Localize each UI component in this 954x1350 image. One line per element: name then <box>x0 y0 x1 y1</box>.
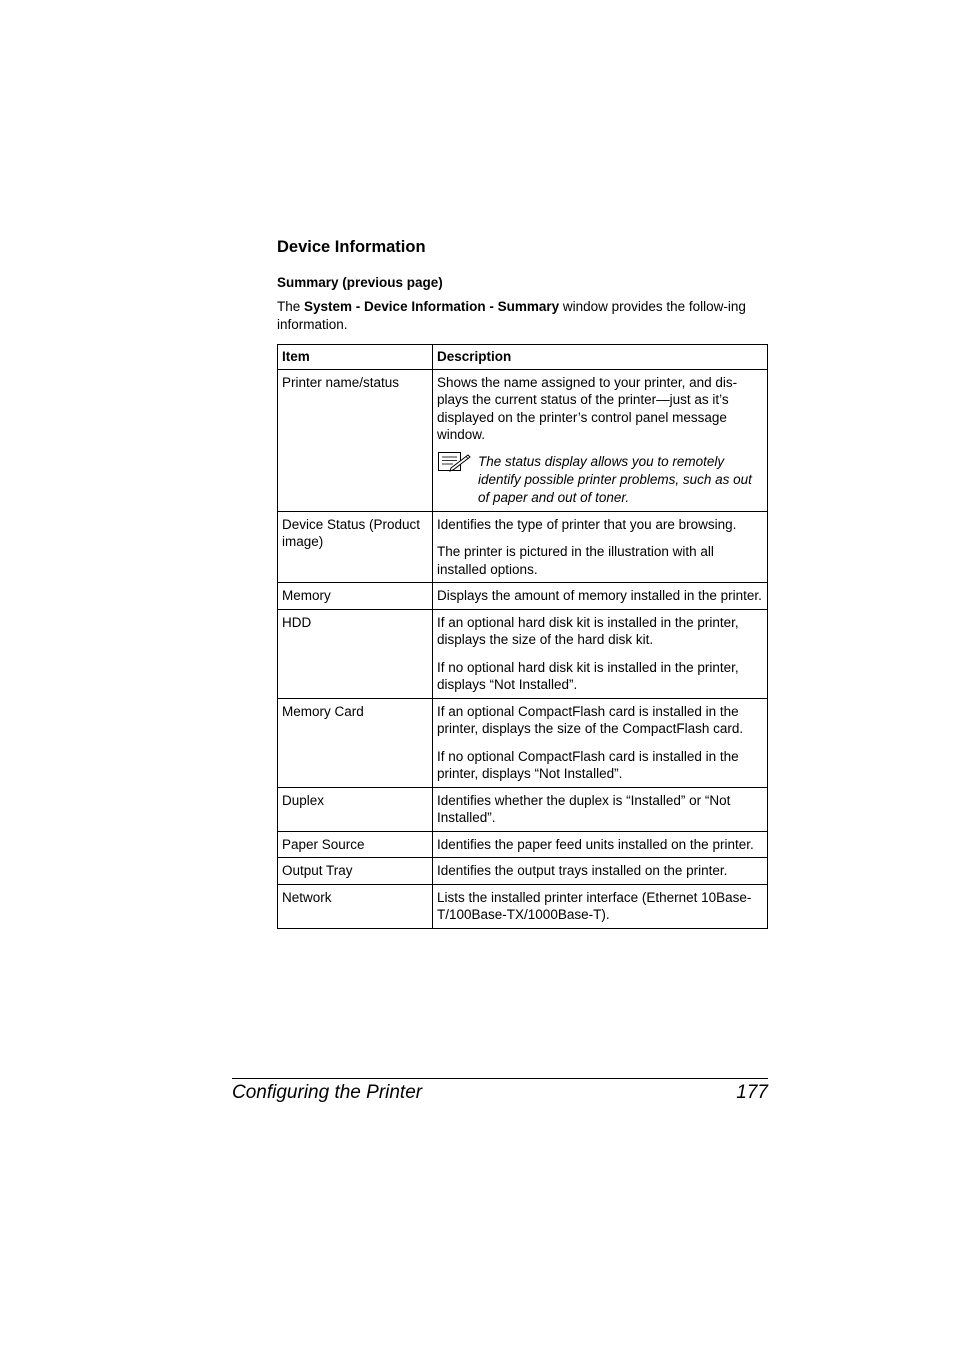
description-paragraph: Lists the installed printer interface (Ethernet 10Base-T/100Base-TX/1000Base-T). <box>437 889 752 922</box>
intro-paragraph <box>277 298 767 333</box>
intro-window-name: System - Device Information - Summary <box>304 299 560 314</box>
description-cell <box>433 369 768 511</box>
table-body <box>278 369 768 928</box>
description-cell <box>433 884 768 928</box>
device-info-table <box>277 344 768 929</box>
section-title: Device Information <box>277 238 426 256</box>
table-row <box>278 583 768 610</box>
header-item: Item <box>278 345 433 370</box>
description-paragraph: If an optional hard disk kit is installed in the printer, displays the size of the hard disk kit. <box>437 614 739 647</box>
description-cell <box>433 787 768 831</box>
table-row <box>278 511 768 583</box>
table-row <box>278 884 768 928</box>
subsection-title: Summary (previous page) <box>277 275 443 290</box>
note-text: The status display allows you to remotely identify possible printer problems, such as out of paper and out of toner. <box>478 453 752 505</box>
table-header-row <box>278 345 768 370</box>
table-row <box>278 369 768 511</box>
item-cell: Output Tray <box>278 858 433 885</box>
note-pencil-icon <box>437 451 471 473</box>
description-cell <box>433 583 768 610</box>
item-cell: HDD <box>278 609 433 698</box>
description-cell <box>433 698 768 787</box>
item-cell: Duplex <box>278 787 433 831</box>
footer-chapter-title: Configuring the Printer <box>232 1082 423 1103</box>
description-paragraph: If an optional CompactFlash card is installed in the printer, displays the size of the CompactFlash card. <box>437 703 744 736</box>
item-cell: Network <box>278 884 433 928</box>
table-row <box>278 831 768 858</box>
table-row <box>278 609 768 698</box>
description-paragraph: Identifies the output trays installed on the printer. <box>437 863 728 878</box>
footer-page-number: 177 <box>736 1082 768 1103</box>
intro-suffix: window provides the follow-ing information. <box>277 299 746 332</box>
description-cell <box>433 511 768 583</box>
description-paragraph: If no optional CompactFlash card is installed in the printer, displays “Not Installed”. <box>437 748 739 781</box>
footer-rule <box>232 1078 768 1079</box>
item-cell: Memory Card <box>278 698 433 787</box>
description-paragraph: The printer is pictured in the illustration with all installed options. <box>437 544 714 577</box>
description-paragraph: Shows the name assigned to your printer, and dis-plays the current status of the printer—just as it’s displayed on the printer’s control panel message window. <box>437 374 738 442</box>
item-cell: Printer name/status <box>278 369 433 511</box>
description-cell <box>433 858 768 885</box>
description-cell <box>433 831 768 858</box>
item-cell: Paper Source <box>278 831 433 858</box>
description-paragraph: Identifies the paper feed units installed on the printer. <box>437 836 754 852</box>
header-description: Description <box>433 345 768 370</box>
note <box>437 453 763 507</box>
item-cell: Memory <box>278 583 433 610</box>
description-cell <box>433 609 768 698</box>
table-row <box>278 858 768 885</box>
item-cell: Device Status (Product image) <box>278 511 433 583</box>
intro-prefix: The <box>277 299 305 314</box>
table-row <box>278 787 768 831</box>
description-paragraph: Identifies whether the duplex is “Installed” or “Not Installed”. <box>437 792 731 825</box>
table-row <box>278 698 768 787</box>
description-paragraph: Displays the amount of memory installed in the printer. <box>437 588 762 603</box>
description-paragraph: If no optional hard disk kit is installed in the printer, displays “Not Installed”. <box>437 659 739 692</box>
description-paragraph: Identifies the type of printer that you are browsing. <box>437 516 737 532</box>
